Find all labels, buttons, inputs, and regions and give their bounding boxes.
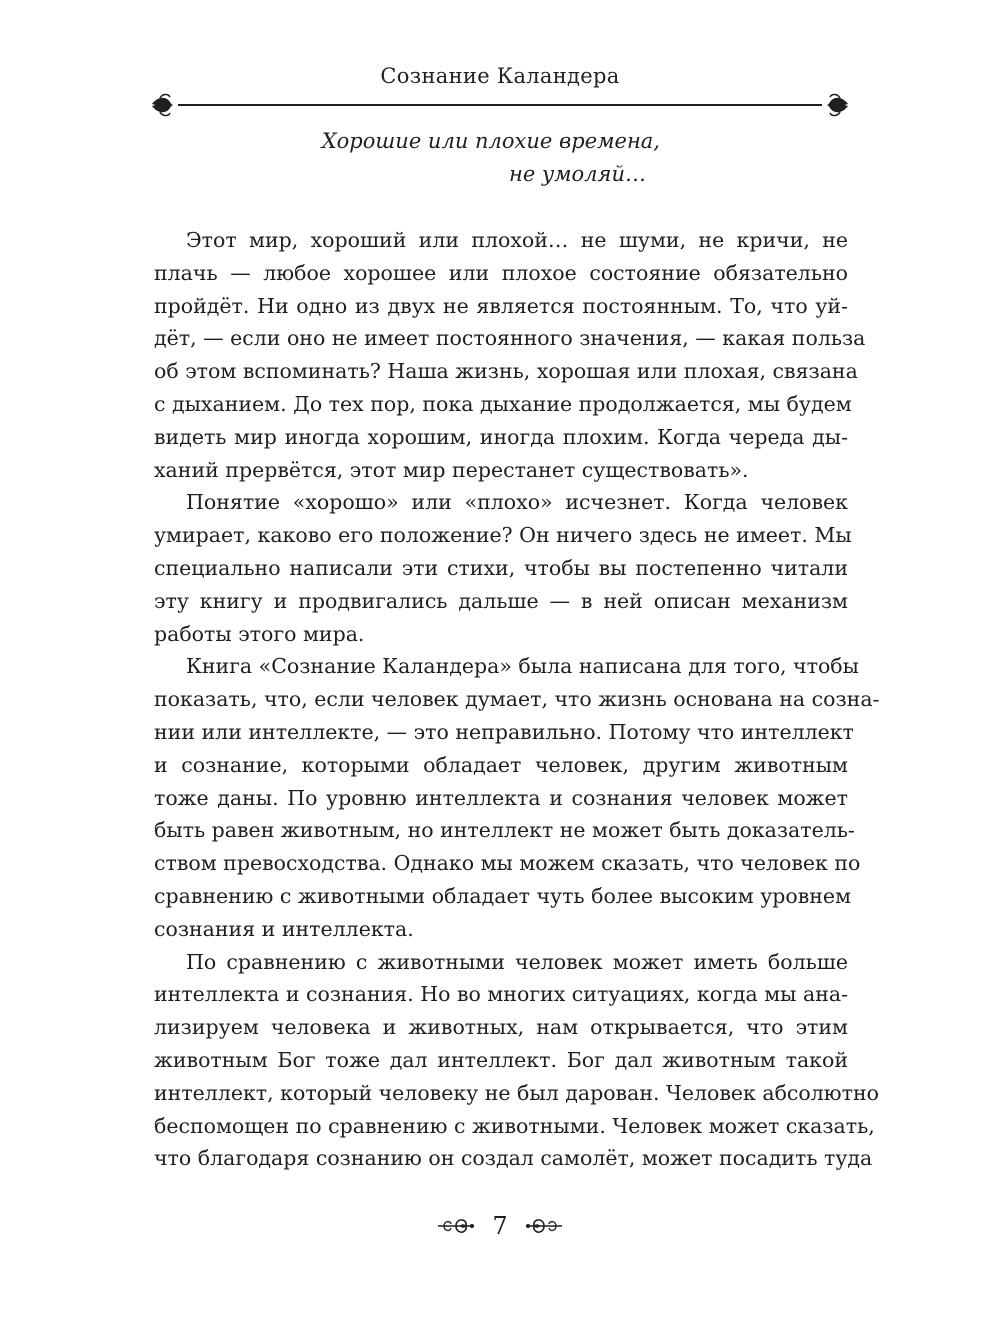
text-line: беспомощен по сравнению с животными. Человек может сказать, bbox=[154, 1113, 875, 1138]
text-line: По сравнению с животными человек может иметь больше bbox=[186, 949, 848, 974]
text-line: быть равен животным, но интеллект не может быть доказатель- bbox=[154, 818, 855, 843]
text-line: работы этого мира. bbox=[154, 621, 365, 646]
text-line: интеллект, который человеку не был дарован. Человек абсолютно bbox=[154, 1080, 879, 1105]
text-line: что благодаря сознанию он создал самолёт, может посадить туда bbox=[154, 1146, 873, 1171]
text-line: ством превосходства. Однако мы можем сказать, что человек по bbox=[154, 851, 861, 876]
text-line: интеллекта и сознания. Но во многих ситуациях, когда мы ана- bbox=[154, 982, 849, 1007]
page-number: 7 bbox=[492, 1212, 508, 1240]
text-line: Понятие «хорошо» или «плохо» исчезнет. Когда человек bbox=[186, 490, 848, 515]
flourish-icon bbox=[436, 1215, 476, 1237]
running-title: Сознание Каландера bbox=[380, 64, 620, 88]
text-line: сравнению с животными обладает чуть более высоким уровнем bbox=[154, 883, 852, 908]
epigraph bbox=[140, 125, 660, 191]
text-line: специально написали эти стихи, чтобы вы постепенно читали bbox=[154, 555, 848, 580]
text-line: Этот мир, хороший или плохой… не шуми, не кричи, не bbox=[186, 228, 848, 252]
text-line: видеть мир иногда хорошим, иногда плохим. Когда череда ды- bbox=[154, 424, 848, 449]
tulip-ornament-icon bbox=[820, 94, 848, 115]
paragraph bbox=[154, 650, 880, 945]
text-line: умирает, каково его положение? Он ничего здесь не имеет. Мы bbox=[154, 523, 852, 548]
text-line: сознания и интеллекта. bbox=[154, 916, 414, 941]
text-line: и сознание, которыми обладает человек, другим животным bbox=[154, 752, 848, 777]
text-line: нии или интеллекте, — это неправильно. Потому что интеллект bbox=[154, 719, 854, 744]
text-line: лизируем человека и животных, нам открывается, что этим bbox=[154, 1015, 848, 1040]
text-line: животным Бог тоже дал интеллект. Бог дал животным такой bbox=[154, 1047, 848, 1072]
epigraph-line: не умоляй… bbox=[509, 162, 646, 186]
text-line: показать, что, если человек думает, что жизнь основана на созна- bbox=[154, 687, 880, 712]
text-line: плачь — любое хорошее или плохое состояние обязательно bbox=[154, 260, 848, 285]
text-line: ханий прервётся, этот мир перестанет существовать». bbox=[154, 457, 749, 482]
text-line: об этом вспоминать? Наша жизнь, хорошая или плохая, связана bbox=[154, 359, 858, 384]
page-footer bbox=[0, 1206, 1000, 1246]
paragraph bbox=[154, 486, 852, 650]
header-rule bbox=[150, 92, 850, 122]
text-line: Книга «Сознание Каландера» была написана для того, чтобы bbox=[186, 654, 859, 679]
tulip-ornament-icon bbox=[152, 94, 180, 115]
text-line: с дыханием. До тех пор, пока дыхание продолжается, мы будем bbox=[154, 391, 852, 416]
text-line: эту книгу и продвигались дальше — в ней описан механизм bbox=[154, 588, 848, 613]
flourish-icon bbox=[524, 1215, 564, 1237]
body-text bbox=[154, 224, 880, 1175]
paragraph bbox=[154, 946, 879, 1176]
text-line: дёт, — если оно не имеет постоянного значения, — какая польза bbox=[154, 326, 866, 351]
paragraph bbox=[154, 224, 866, 486]
text-line: тоже даны. По уровню интеллекта и сознания человек может bbox=[154, 785, 848, 810]
epigraph-line: Хорошие или плохие времена, bbox=[321, 129, 660, 153]
text-line: пройдёт. Ни одно из двух не является постоянным. То, что уй- bbox=[154, 293, 848, 318]
